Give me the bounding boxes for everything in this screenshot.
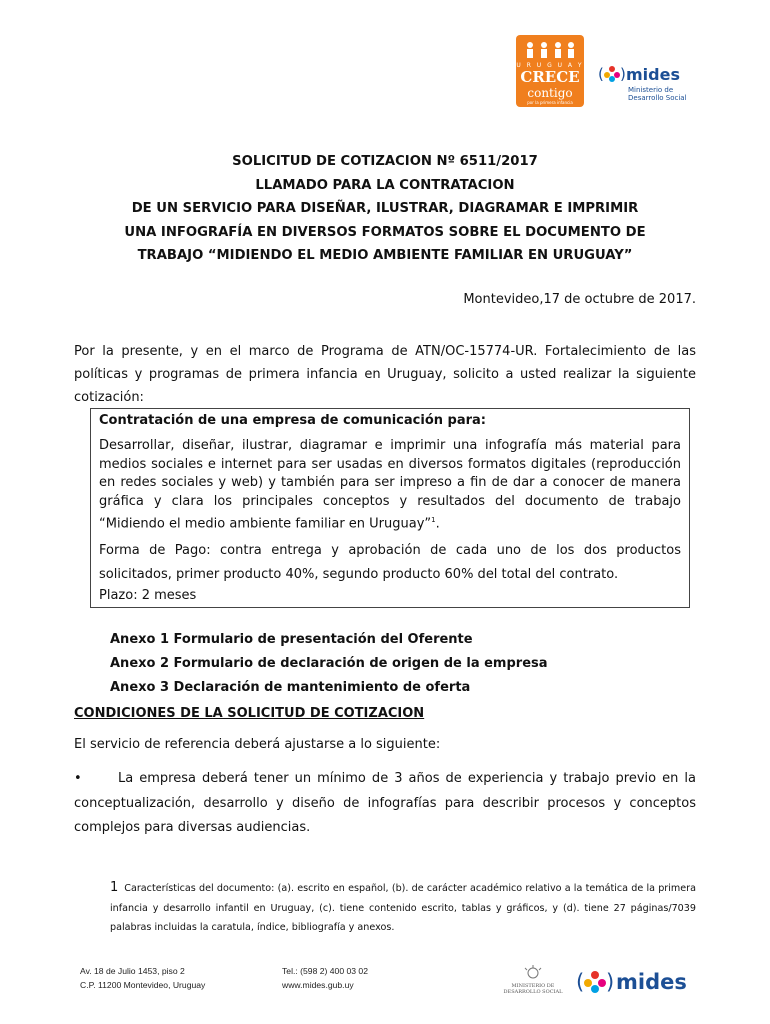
box-heading: Contratación de una empresa de comunicación para: xyxy=(99,413,486,428)
reference-text: El servicio de referencia deberá ajustarse a lo siguiente: xyxy=(74,737,441,752)
intro-paragraph: Por la presente, y en el marco de Programa de ATN/OC-15774-UR. Fortalecimiento de las políticas y programas de primera infancia en Uruguay, solicito a usted realizar la siguiente cotización: xyxy=(74,344,696,405)
anexo-item: Anexo 3 Declaración de mantenimiento de oferta xyxy=(110,680,471,695)
term-text: Plazo: 2 meses xyxy=(99,587,197,603)
bullet-text: La empresa deberá tener un mínimo de 3 años de experiencia y trabajo previo en la conceptualización, desarrollo y diseño de infografías para describir procesos y conceptos complejos para diversas audiencias. xyxy=(74,771,696,835)
title-line-5: TRABAJO “MIDIENDO EL MEDIO AMBIENTE FAMILIAR EN URUGUAY” xyxy=(137,248,633,263)
footer-web: www.mides.gub.uy xyxy=(282,980,354,990)
contract-box xyxy=(90,408,690,608)
svg-text:): ) xyxy=(620,65,626,83)
title-line-4: UNA INFOGRAFÍA EN DIVERSOS FORMATOS SOBRE EL DOCUMENTO DE xyxy=(124,224,646,240)
document-title xyxy=(60,150,710,268)
mides-asterisk-icon xyxy=(598,64,626,84)
footnote-number: 1 xyxy=(110,880,119,895)
anexo-item: Anexo 1 Formulario de presentación del Oferente xyxy=(110,632,473,647)
box-description: Desarrollar, diseñar, ilustrar, diagramar e imprimir una infografía más material para medios sociales e internet para ser usadas en diversos formatos digitales (reproducción en redes sociales y web) y también para ser impreso a fin de dar a conocer de manera gráfica y clara los principales conceptos y resultados del documento de trabajo “Midiendo el medio ambiente familiar en Uruguay”$^1$. xyxy=(99,438,681,532)
title-line-2: LLAMADO PARA LA CONTRATACION xyxy=(255,177,515,193)
list-item xyxy=(74,767,696,841)
document-date: Montevideo,17 de octubre de 2017. xyxy=(463,292,696,307)
mides-asterisk-icon xyxy=(576,968,614,996)
title-line-1: SOLICITUD DE COTIZACION Nº 6511/2017 xyxy=(232,154,538,169)
svg-text:): ) xyxy=(606,970,614,994)
mides-logo-header xyxy=(598,64,687,102)
children-figures-icon xyxy=(522,41,578,59)
mides-logo-footer xyxy=(576,968,687,996)
footer-tel: Tel.: (598 2) 400 03 02 xyxy=(282,966,368,976)
footnote-reference: 1 xyxy=(431,516,436,524)
svg-text:(: ( xyxy=(598,65,604,83)
bullet-symbol: • xyxy=(74,771,82,786)
footer-address: Av. 18 de Julio 1453, piso 2 C.P. 11200 Montevideo, Uruguay xyxy=(80,966,206,990)
footer-contact xyxy=(282,964,368,992)
ministerio-seal: MINISTERIO DE DESARROLLO SOCIAL xyxy=(500,964,566,994)
title-line-3: DE UN SERVICIO PARA DISEÑAR, ILUSTRAR, DIAGRAMAR E IMPRIMIR xyxy=(131,201,639,216)
footnote xyxy=(110,878,696,938)
seal-icon xyxy=(521,965,545,979)
footnote-text: Características del documento: (a). escrito en español, (b). de carácter académico relativo a la temática de la primera infancia y desarrollo infantil en Uruguay, (c). tiene contenido escrito, tablas y gráficos, y (d). tiene 27 páginas/7039 palabras incluidas la caratula, índice, bibliografía y anexos. xyxy=(110,883,696,933)
payment-terms: Forma de Pago: contra entrega y aprobación de cada uno de los dos productos solicitados, primer producto 40%, segundo producto 60% del total del contrato. xyxy=(99,542,681,582)
mides-wordmark: mides xyxy=(626,64,680,84)
svg-text:(: ( xyxy=(576,970,585,994)
mides-subtitle: Ministerio de Desarrollo Social xyxy=(628,86,687,102)
anexos-list xyxy=(110,628,548,700)
anexo-item: Anexo 2 Formulario de declaración de origen de la empresa xyxy=(110,656,548,671)
crece-contigo-logo: U R U G U A Y CRECE contigo por la primera infancia xyxy=(516,35,584,107)
conditions-heading: CONDICIONES DE LA SOLICITUD DE COTIZACION xyxy=(74,706,425,721)
mides-wordmark: mides xyxy=(616,970,687,994)
